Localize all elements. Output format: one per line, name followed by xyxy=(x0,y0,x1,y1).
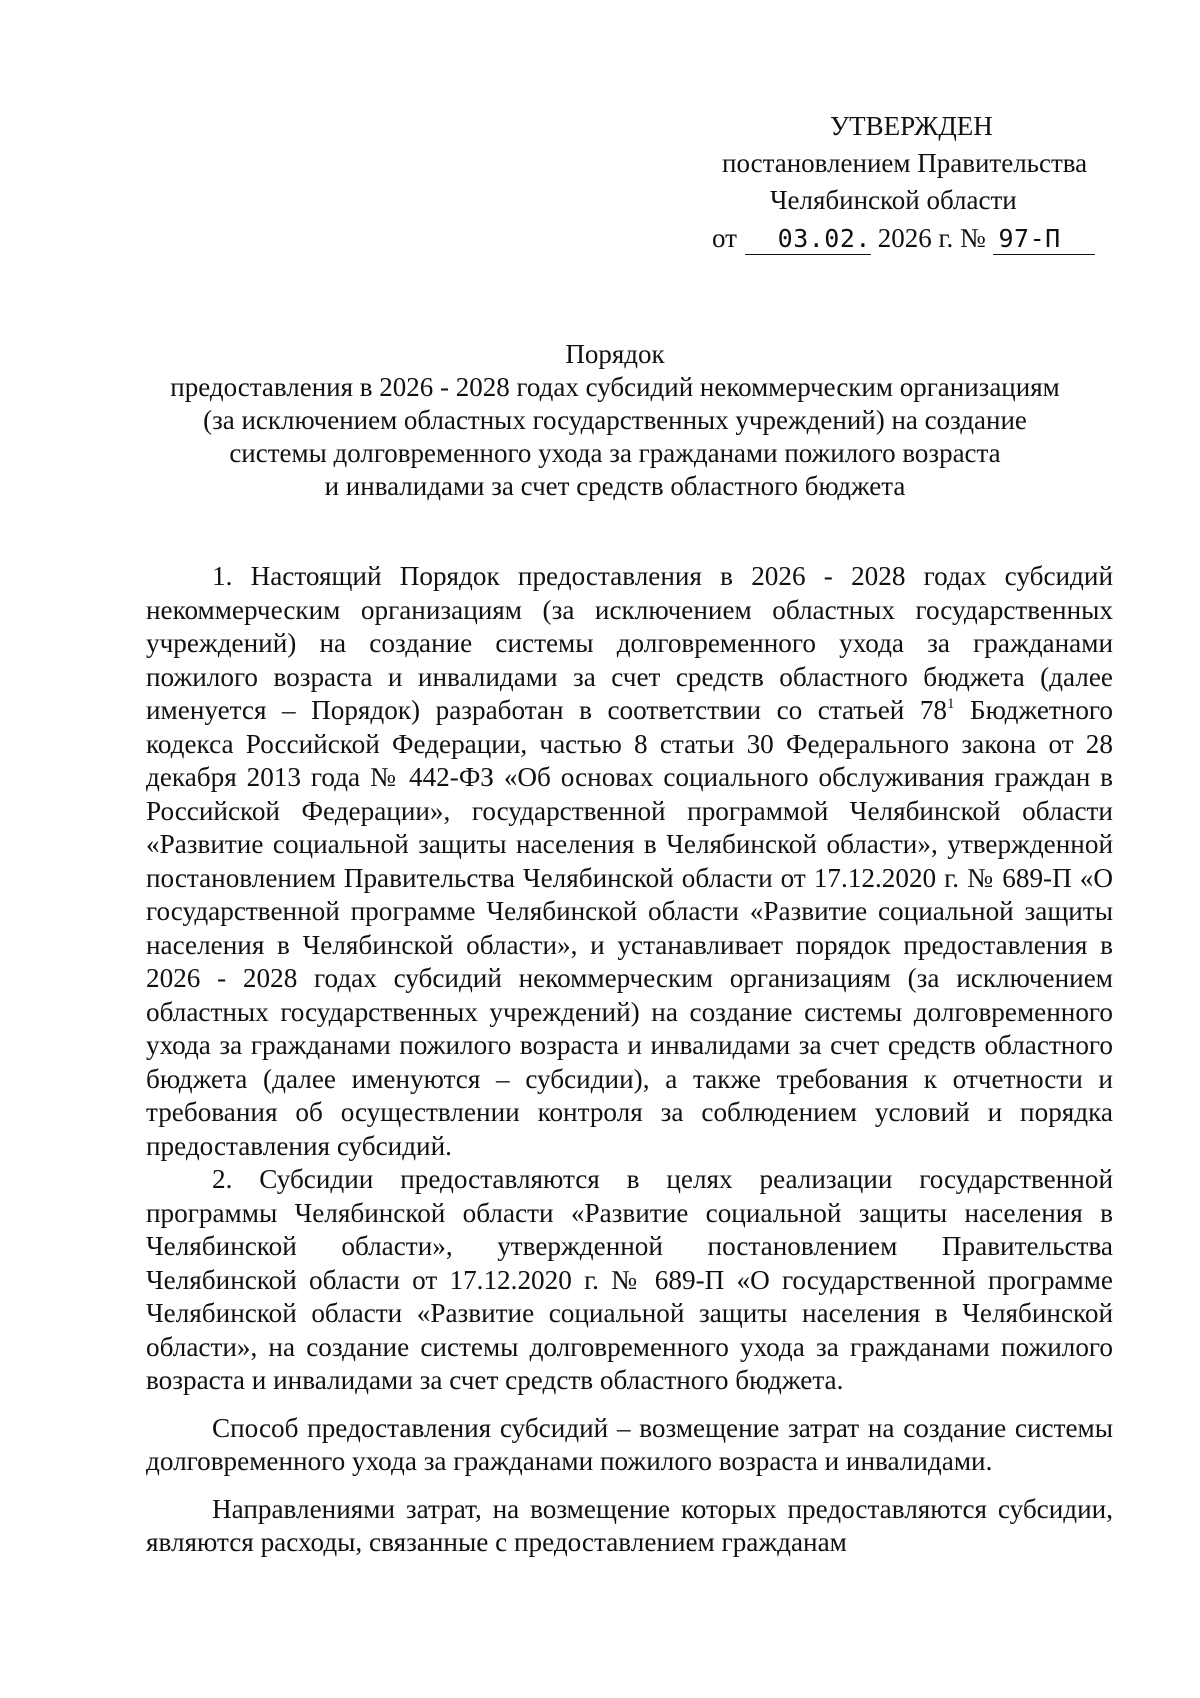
approval-block xyxy=(660,108,1110,257)
paragraph-1-part-b: Бюджетного кодекса Российской Федерации, частью 8 статьи 30 Федерального закона от 28 декабря 2013 года № 442-ФЗ «Об основах социального обслуживания граждан в Российской Федерации», государственной программой Челябинской области «Развитие социальной защиты населения в Челябинской области», утвержденной постановлением Правительства Челябинской области от 17.12.2020 г. № 689-П «О государственной программе Челябинской области «Развитие социальной защиты населения в Челябинской области», и устанавливает порядок предоставления в 2026 - 2028 годах субсидий некоммерческим организациям (за исключением областных государственных учреждений) на создание системы долговременного ухода за гражданами пожилого возраста и инвалидами за счет средств областного бюджета (далее именуются – субсидии), а также требования к отчетности и требования об осуществлении контроля за соблюдением условий и порядка предоставления субсидий. xyxy=(146,695,1113,1161)
title-line-4: системы долговременного ухода за гражданами пожилого возраста xyxy=(229,438,1001,468)
title-line-1: Порядок xyxy=(565,339,665,369)
approval-line-region: Челябинской области xyxy=(770,185,1017,215)
paragraph-1-part-a: 1. Настоящий Порядок предоставления в 2026 - 2028 годах субсидий некоммерческим организациям (за исключением областных государственных учреждений) на создание системы долговременного ухода за гражданами пожилого возраста и инвалидами за счет средств областного бюджета (далее именуется – Порядок) разработан в соответствии со статьей 78 xyxy=(146,561,1113,725)
title-line-2: предоставления в 2026 - 2028 годах субсидий некоммерческим организациям xyxy=(170,372,1060,402)
document-title xyxy=(140,338,1090,503)
approval-line-resolution: постановлением Правительства xyxy=(722,148,1088,178)
paragraph-4: Направлениями затрат, на возмещение которых предоставляются субсидии, являются расходы, связанные с предоставлением гражданам xyxy=(146,1493,1113,1557)
approval-year-text: 2026 г. № xyxy=(877,223,986,253)
approval-number-value: 97-П xyxy=(993,224,1095,255)
document-body xyxy=(146,560,1113,1560)
title-line-3: (за исключением областных государственных учреждений) на создание xyxy=(203,405,1027,435)
article-superscript: 1 xyxy=(947,696,955,712)
paragraph-2: 2. Субсидии предоставляются в целях реализации государственной программы Челябинской области «Развитие социальной защиты населения в Челябинской области», утвержденной постановлением Правительства Челябинской области от 17.12.2020 г. № 689-П «О государственной программе Челябинской области «Развитие социальной защиты населения в Челябинской области», на создание системы долговременного ухода за гражданами пожилого возраста и инвалидами за счет средств областного бюджета. xyxy=(146,1164,1113,1395)
paragraph-1 xyxy=(146,560,1113,1163)
approval-heading: УТВЕРЖДЕН xyxy=(830,111,993,141)
paragraph-3: Способ предоставления субсидий – возмещение затрат на создание системы долговременного ухода за гражданами пожилого возраста и инвалидами. xyxy=(146,1412,1113,1476)
approval-date-line xyxy=(660,220,1110,257)
title-line-5: и инвалидами за счет средств областного бюджета xyxy=(324,471,906,501)
approval-from-label: от xyxy=(712,223,737,253)
approval-date-value: 03.02. xyxy=(745,224,871,255)
